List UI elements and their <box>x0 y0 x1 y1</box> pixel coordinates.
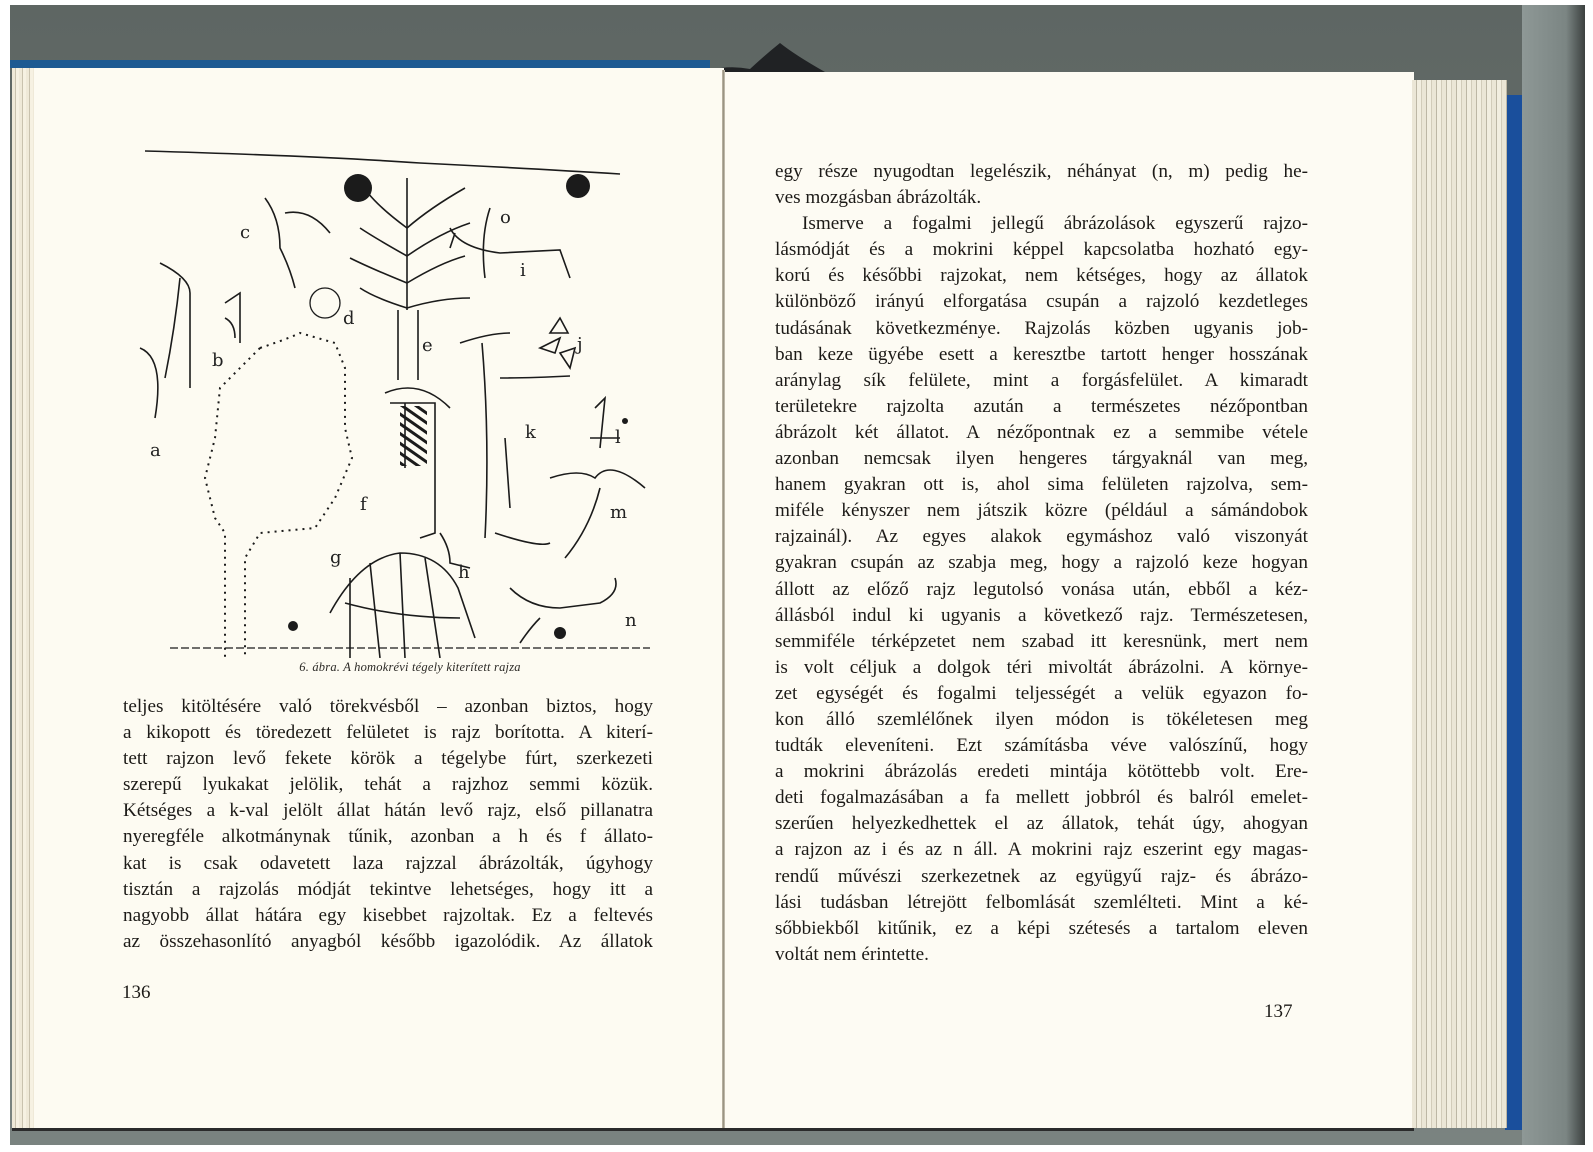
figure-label-e: e <box>422 335 433 356</box>
text-line: Kétséges a k-val jelölt állat hátán levő rajz, első pillanatra <box>123 800 653 822</box>
figure-label-a: a <box>150 440 161 461</box>
right-page-body-text <box>775 159 1308 968</box>
text-line: kat is csak odavetett laza rajzzal ábrázolták, úgyhogy <box>123 852 653 874</box>
figure-label-b: b <box>212 350 224 371</box>
text-line: tisztán a rajzolás módját tekintve lehetséges, hogy itt a <box>123 878 653 900</box>
right-page-edges <box>1412 80 1507 1128</box>
text-line: kon álló szemlélőnek ilyen módon is tökéletesen meg <box>775 708 1308 730</box>
left-page-body-text <box>123 694 653 955</box>
text-line: tudásának következménye. Rajzolás közben ugyanis job- <box>775 317 1308 339</box>
text-line: korú és későbbi rajzokat, nem kétséges, hogy az állatok <box>775 265 1308 287</box>
figure-label-m: m <box>610 502 628 523</box>
text-line: ban keze ügyébe esett a keresztbe tartott henger hosszának <box>775 343 1308 365</box>
text-line: a kikopott és töredezett felületet is rajz borította. A kiterí- <box>123 722 653 744</box>
figure-label-l: l <box>615 427 621 448</box>
figure-illustration <box>120 138 660 658</box>
text-line: zet egységét és fogalmi teljességét a velük egyazon fo- <box>775 682 1308 704</box>
text-line: gyakran csupán az szabja meg, hogy a rajzoló keze hogyan <box>775 552 1308 574</box>
figure-label-g: g <box>330 547 342 568</box>
text-line: állott az előző rajz legutolsó vonása után, ebből a kéz- <box>775 578 1308 600</box>
text-line: hanem gyakran ott is, ahol sima felületen rajzolva, sem- <box>775 474 1308 496</box>
text-line: rendű művészi szerkezetnek az együgyű rajz- és ábrázo- <box>775 865 1308 887</box>
book-cover-edge-right <box>1505 95 1522 1130</box>
text-line: tett rajzon levő fekete körök a tégelybe fúrt, szerkezeti <box>123 748 653 770</box>
text-line: azonban nemcsak ilyen hengeres tárgyaknál van meg, <box>775 448 1308 470</box>
figure-label-d: d <box>343 308 355 329</box>
figure-label-k: k <box>525 422 536 443</box>
figure-label-h: h <box>458 562 470 583</box>
paragraph-start-line: Ismerve a fogalmi jellegű ábrázolások egyszerű rajzo- <box>802 213 1308 235</box>
text-line: területekre rajzolta azután a természetes nézőpontban <box>775 395 1308 417</box>
text-line: lásmódját és a mokrini képpel kapcsolatba hozható egy- <box>775 239 1308 261</box>
text-line: szerűen helyezkedhettek el az állatok, tehát úgy, ahogyan <box>775 813 1308 835</box>
text-line: rajzainál). Az egyes alakok egymáshoz való viszonyát <box>775 526 1308 548</box>
text-line: voltát nem érintette. <box>775 943 929 965</box>
text-line: sőbbiekből kitűnik, ez a képi szétesés a tartalom eleven <box>775 917 1308 939</box>
text-line: semmiféle térképzetet nem szabad itt keresnünk, mert nem <box>775 630 1308 652</box>
figure-label-n: n <box>625 610 637 631</box>
figure-label-o: o <box>500 207 511 228</box>
book-cover-edge-top <box>10 60 710 68</box>
text-line: is volt céljuk a dolgok téri mivoltát ábrázolni. A környe- <box>775 656 1308 678</box>
text-line: aránylag sík felülete, mint a forgásfelület. A kimaradt <box>775 369 1308 391</box>
text-line: különböző irányú elforgatása csupán a rajzoló kezdetleges <box>775 291 1308 313</box>
left-page-edges <box>12 68 34 1128</box>
text-line: állásból indul ki ugyanis a következő rajz. Természetesen, <box>775 604 1308 626</box>
text-line: deti fogalmazásában a fa mellett jobbról és balról emelet- <box>775 787 1308 809</box>
text-line: szerepű lyukakat jelölik, tehát a rajzhoz semmi közük. <box>123 774 653 796</box>
text-line: nagyobb állat hátára egy kisebbet rajzoltak. Ez a feltevés <box>123 904 653 926</box>
figure-label-j: j <box>577 334 583 355</box>
text-line: ábrázolt két állatot. A nézőpontnak ez a semmibe vétele <box>775 421 1308 443</box>
text-line: a mokrini ábrázolás eredeti mintája kötöttebb volt. Ere- <box>775 761 1308 783</box>
text-line: teljes kitöltésére való törekvésből – azonban biztos, hogy <box>123 696 653 717</box>
text-line: az összehasonlító anyagból később igazolódik. Az állatok <box>123 930 653 952</box>
text-line: miféle kényszer nem játszik közre (például a sámándobok <box>775 500 1308 522</box>
text-line: egy része nyugodtan legelészik, néhányat (n, m) pedig he- <box>775 161 1308 182</box>
black-hole-marker <box>344 174 372 202</box>
book-gutter <box>722 70 725 1128</box>
text-line: ves mozgásban ábrázolták. <box>775 187 982 209</box>
figure-label-c: c <box>240 222 251 243</box>
text-line: lási tudásban létrejött felbomlását szemlélteti. Mint a ké- <box>775 891 1308 913</box>
page-number-right: 137 <box>1264 1001 1293 1022</box>
figure-caption: 6. ábra. A homokrévi tégely kiterített rajza <box>299 660 521 674</box>
text-line: tudták eleveníteni. Ezt számításba véve valószínű, hogy <box>775 735 1308 757</box>
figure-label-f: f <box>360 494 367 515</box>
figure-label-i: i <box>520 260 526 281</box>
text-line: a rajzon az i és az n áll. A mokrini rajz eszerint egy magas- <box>775 839 1308 861</box>
black-hole-marker <box>566 174 590 198</box>
scanner-background-right <box>1522 5 1585 1145</box>
page-number-left: 136 <box>122 982 151 1003</box>
text-line: nyeregféle alkotmánynak tűnik, azonban a h és f állato- <box>123 826 653 848</box>
